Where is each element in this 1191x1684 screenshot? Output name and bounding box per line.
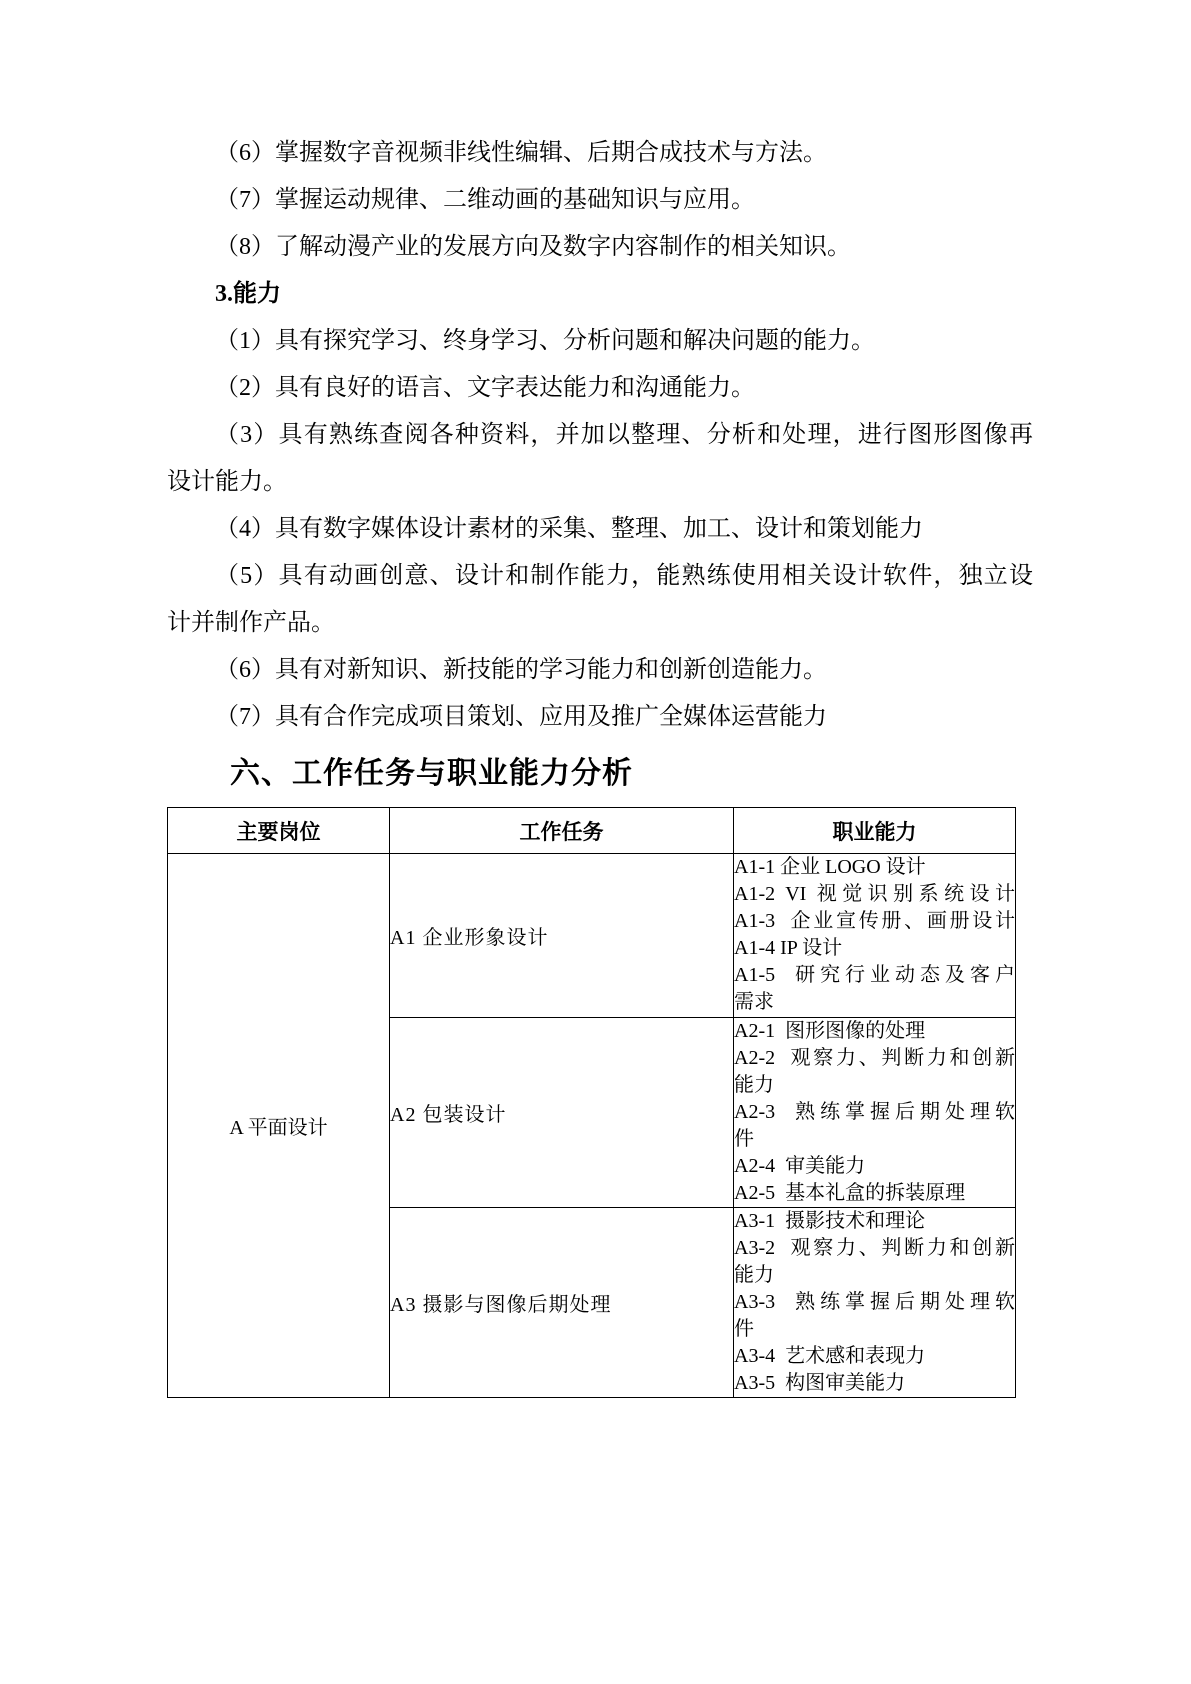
paragraph bbox=[167, 553, 1033, 647]
ability-line: A2-1 图形图像的处理 bbox=[734, 1020, 926, 1042]
ability-line: A1-4 IP 设计 bbox=[734, 937, 843, 959]
subheading-ability bbox=[167, 271, 1033, 318]
ability-line: 件 bbox=[734, 1128, 754, 1150]
table-row bbox=[168, 854, 1016, 1018]
ability-line: A1-2 VI 视觉识别系统设计 bbox=[734, 883, 1015, 905]
ability-cell-a1 bbox=[734, 854, 1016, 1018]
ability-cell-a2 bbox=[734, 1018, 1016, 1208]
task-cell-a3: A3 摄影与图像后期处理 bbox=[390, 1208, 734, 1398]
paragraph-line: （7）掌握运动规律、二维动画的基础知识与应用。 bbox=[215, 187, 755, 213]
paragraph-line: （6）具有对新知识、新技能的学习能力和创新创造能力。 bbox=[215, 657, 827, 683]
paragraph-line: （6）掌握数字音视频非线性编辑、后期合成技术与方法。 bbox=[215, 140, 827, 166]
col-header-position: 主要岗位 bbox=[168, 808, 390, 854]
task-cell-a2: A2 包装设计 bbox=[390, 1018, 734, 1208]
paragraph bbox=[167, 694, 1033, 741]
ability-line: 需求 bbox=[734, 991, 774, 1013]
paragraph bbox=[167, 365, 1033, 412]
ability-line: 能力 bbox=[734, 1264, 774, 1286]
ability-line: A1-5 研究行业动态及客户 bbox=[734, 964, 1015, 986]
ability-line: A2-5 基本礼盒的拆装原理 bbox=[734, 1182, 966, 1204]
table-header-row bbox=[168, 808, 1016, 854]
paragraph bbox=[167, 130, 1033, 177]
paragraph-line: （2）具有良好的语言、文字表达能力和沟通能力。 bbox=[215, 375, 755, 401]
paragraph bbox=[167, 412, 1033, 506]
task-cell-a1: A1 企业形象设计 bbox=[390, 854, 734, 1018]
ability-line: A3-3 熟练掌握后期处理软 bbox=[734, 1291, 1015, 1313]
ability-line: A3-1 摄影技术和理论 bbox=[734, 1210, 926, 1232]
ability-line: A3-2 观察力、判断力和创新 bbox=[734, 1237, 1015, 1259]
paragraph-line: 计并制作产品。 bbox=[167, 610, 335, 636]
ability-line: A3-4 艺术感和表现力 bbox=[734, 1345, 926, 1367]
col-header-ability: 职业能力 bbox=[734, 808, 1016, 854]
subheading-text: 3.能力 bbox=[215, 281, 281, 307]
paragraph-line: 设计能力。 bbox=[167, 469, 287, 495]
position-cell: A 平面设计 bbox=[168, 854, 390, 1398]
paragraph bbox=[167, 177, 1033, 224]
paragraph bbox=[167, 506, 1033, 553]
paragraph-line: （1）具有探究学习、终身学习、分析问题和解决问题的能力。 bbox=[215, 328, 875, 354]
col-header-task: 工作任务 bbox=[390, 808, 734, 854]
job-analysis-table bbox=[167, 807, 1016, 1398]
ability-line: A1-3 企业宣传册、画册设计 bbox=[734, 910, 1015, 932]
ability-line: A2-2 观察力、判断力和创新 bbox=[734, 1047, 1015, 1069]
section-heading: 六、工作任务与职业能力分析 bbox=[230, 757, 633, 790]
paragraph-line: （4）具有数字媒体设计素材的采集、整理、加工、设计和策划能力 bbox=[215, 516, 923, 542]
ability-cell-a3 bbox=[734, 1208, 1016, 1398]
paragraph-line: （5）具有动画创意、设计和制作能力，能熟练使用相关设计软件，独立设 bbox=[215, 563, 1033, 589]
ability-line: 能力 bbox=[734, 1074, 774, 1096]
paragraph-line: （3）具有熟练查阅各种资料，并加以整理、分析和处理，进行图形图像再 bbox=[215, 422, 1033, 448]
ability-line: A1-1 企业 LOGO 设计 bbox=[734, 856, 926, 878]
paragraph bbox=[167, 224, 1033, 271]
paragraph-line: （8）了解动漫产业的发展方向及数字内容制作的相关知识。 bbox=[215, 234, 851, 260]
ability-line: A2-4 审美能力 bbox=[734, 1155, 866, 1177]
ability-line: A2-3 熟练掌握后期处理软 bbox=[734, 1101, 1015, 1123]
paragraph-line: （7）具有合作完成项目策划、应用及推广全媒体运营能力 bbox=[215, 704, 827, 730]
ability-line: A3-5 构图审美能力 bbox=[734, 1372, 906, 1394]
page-content bbox=[167, 130, 1033, 1398]
ability-line: 件 bbox=[734, 1318, 754, 1340]
paragraph bbox=[167, 647, 1033, 694]
paragraph bbox=[167, 318, 1033, 365]
